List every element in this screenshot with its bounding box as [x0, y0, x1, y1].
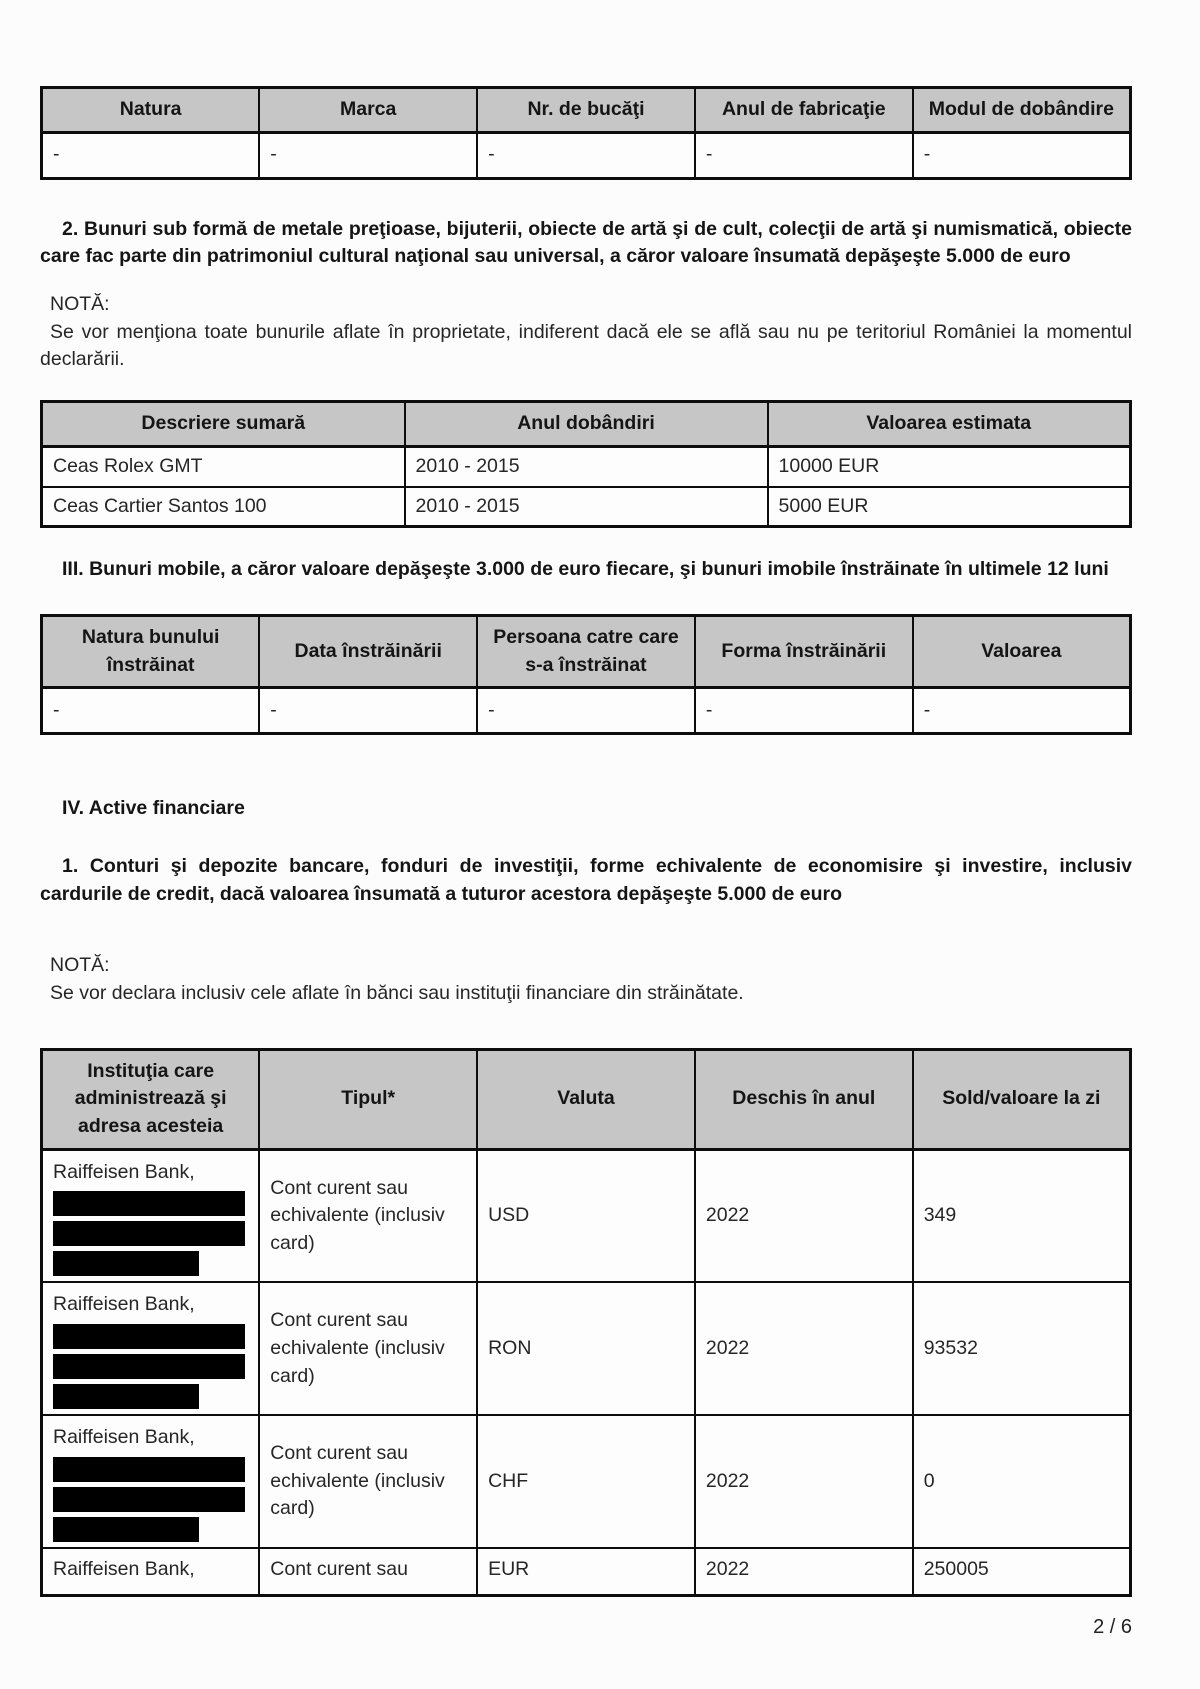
table-cell: -: [913, 132, 1131, 178]
table-cell-year: 2022: [695, 1149, 913, 1282]
table-cell-institution: [42, 1282, 260, 1415]
table-cell-institution: [42, 1548, 260, 1596]
table-header-row: [42, 402, 1131, 447]
table-cell-description: Ceas Cartier Santos 100: [42, 487, 405, 527]
table-row: [42, 446, 1131, 486]
section-heading-4-1: 1. Conturi şi depozite bancare, fonduri de investiţii, forme echivalente de economisire şi investire, inclusiv cardurile de credit, dacă valoarea însumată a tuturor acestora depăşeşte 5.000 de euro: [40, 854, 1132, 905]
table-cell-account-type: Cont curent sau echivalente (inclusiv card): [259, 1415, 477, 1548]
table-cell-balance: 349: [913, 1149, 1131, 1282]
page-number: 2 / 6: [1093, 1616, 1132, 1639]
table-cell-balance: 250005: [913, 1548, 1131, 1596]
table-cell-currency: CHF: [477, 1415, 695, 1548]
table-cell: -: [695, 688, 913, 734]
table-cell-institution: [42, 1415, 260, 1548]
table-header-row: [42, 615, 1131, 687]
alienated-goods-table: [40, 614, 1132, 735]
institution-name: Raiffeisen Bank,: [53, 1160, 195, 1183]
nota-text: Se vor declara inclusiv cele aflate în bănci sau instituţii financiare din străinătate.: [50, 982, 744, 1004]
table-cell-currency: USD: [477, 1149, 695, 1282]
table-cell-value: 10000 EUR: [768, 446, 1131, 486]
table-cell: -: [477, 132, 695, 178]
table-cell: -: [913, 688, 1131, 734]
redaction-bar: [53, 1324, 245, 1349]
redaction-bar: [53, 1221, 245, 1246]
table-row: [42, 688, 1131, 734]
nota-text: Se vor menţiona toate bunurile aflate în proprietate, indiferent dacă ele se află sau nu pe teritoriul României la momentul declarării.: [40, 320, 1132, 371]
column-header-tipul: Tipul*: [259, 1049, 477, 1149]
table-cell: -: [42, 688, 260, 734]
table-header-row: [42, 88, 1131, 133]
page-content: [40, 0, 1132, 1642]
table-cell-account-type: Cont curent sau echivalente (inclusiv card): [259, 1149, 477, 1282]
table-row: [42, 487, 1131, 527]
table-cell: -: [259, 688, 477, 734]
bank-accounts-table: [40, 1048, 1132, 1598]
redaction-bar: [53, 1457, 245, 1482]
table-cell-description: Ceas Rolex GMT: [42, 446, 405, 486]
column-header-natura: Natura: [42, 88, 260, 133]
table-header-row: [42, 1049, 1131, 1149]
table-cell-account-type: Cont curent sau: [259, 1548, 477, 1596]
section-heading-3: III. Bunuri mobile, a căror valoare depăşeşte 3.000 de euro fiecare, şi bunuri imobile înstrăinate în ultimele 12 luni: [62, 558, 1109, 581]
institution-name: Raiffeisen Bank,: [53, 1557, 195, 1580]
table-cell-year: 2010 - 2015: [405, 446, 768, 486]
table-cell-institution: [42, 1149, 260, 1282]
table-row: [42, 132, 1131, 178]
institution-name: Raiffeisen Bank,: [53, 1426, 195, 1449]
table-cell: -: [42, 132, 260, 178]
nota-label: NOTĂ:: [50, 293, 110, 316]
goods-table: [40, 86, 1132, 180]
table-cell: -: [259, 132, 477, 178]
column-header-fabricatie: Anul de fabricaţie: [695, 88, 913, 133]
table-row: [42, 1282, 1131, 1415]
redaction-bar: [53, 1384, 199, 1409]
column-header-dobandire: Modul de dobândire: [913, 88, 1131, 133]
table-cell: -: [695, 132, 913, 178]
table-cell-year: 2022: [695, 1282, 913, 1415]
table-cell-year: 2022: [695, 1548, 913, 1596]
column-header-marca: Marca: [259, 88, 477, 133]
table-row: [42, 1149, 1131, 1282]
redaction-bar: [53, 1487, 245, 1512]
column-header-forma: Forma înstrăinării: [695, 615, 913, 687]
table-cell: -: [477, 688, 695, 734]
column-header-natura-bunului: Natura bunului înstrăinat: [42, 615, 260, 687]
table-cell-balance: 93532: [913, 1282, 1131, 1415]
column-header-institutie: Instituţia care administrează şi adresa acesteia: [42, 1049, 260, 1149]
redaction-bar: [53, 1517, 199, 1542]
column-header-valoare: Valoarea estimata: [768, 402, 1131, 447]
table-row: [42, 1548, 1131, 1596]
section-heading-4: IV. Active financiare: [62, 797, 245, 820]
redaction-bar: [53, 1354, 245, 1379]
table-cell-balance: 0: [913, 1415, 1131, 1548]
nota-label: NOTĂ:: [50, 954, 110, 977]
table-cell-account-type: Cont curent sau echivalente (inclusiv card): [259, 1282, 477, 1415]
redaction-bar: [53, 1251, 199, 1276]
column-header-persoana: Persoana catre care s-a înstrăinat: [477, 615, 695, 687]
table-row: [42, 1415, 1131, 1548]
table-cell-currency: RON: [477, 1282, 695, 1415]
table-cell-value: 5000 EUR: [768, 487, 1131, 527]
column-header-valuta: Valuta: [477, 1049, 695, 1149]
column-header-data: Data înstrăinării: [259, 615, 477, 687]
column-header-descriere: Descriere sumară: [42, 402, 405, 447]
section-heading-2: 2. Bunuri sub formă de metale preţioase, bijuterii, obiecte de artă şi de cult, colecţii de artă şi numismatică, obiecte care fac parte din patrimoniul cultural naţional sau universal, a căror valoare însumată depăşeşte 5.000 de euro: [40, 217, 1132, 268]
column-header-bucati: Nr. de bucăţi: [477, 88, 695, 133]
table-cell-currency: EUR: [477, 1548, 695, 1596]
table-cell-year: 2010 - 2015: [405, 487, 768, 527]
column-header-anul: Anul dobândiri: [405, 402, 768, 447]
valuables-table: [40, 400, 1132, 528]
column-header-sold: Sold/valoare la zi: [913, 1049, 1131, 1149]
institution-name: Raiffeisen Bank,: [53, 1293, 195, 1316]
column-header-valoarea: Valoarea: [913, 615, 1131, 687]
redaction-bar: [53, 1191, 245, 1216]
column-header-deschis: Deschis în anul: [695, 1049, 913, 1149]
table-cell-year: 2022: [695, 1415, 913, 1548]
